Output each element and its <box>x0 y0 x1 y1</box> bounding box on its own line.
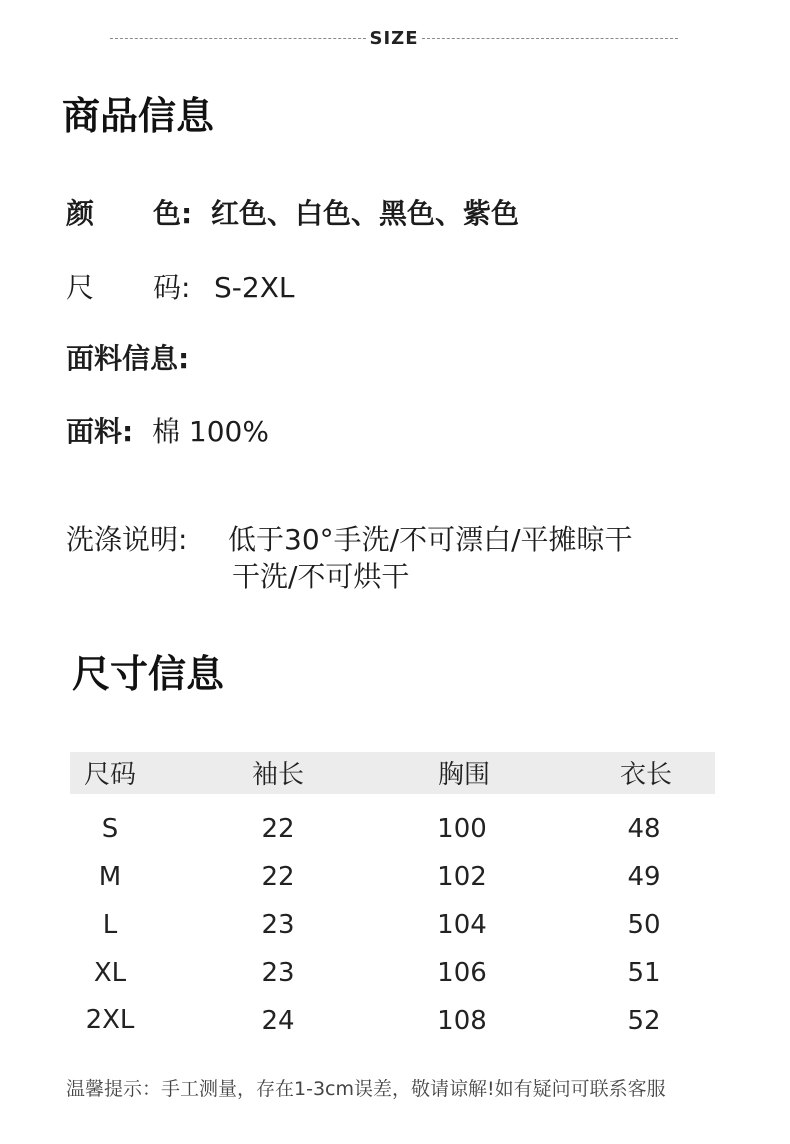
product-info-title: 商品信息 <box>62 94 215 138</box>
table-cell-size: 2XL <box>85 1005 135 1035</box>
color-label-char1: 颜 <box>66 197 95 230</box>
table-cell-size: S <box>101 814 119 844</box>
table-cell-length: 50 <box>627 910 661 940</box>
fabric-value: 棉 100% <box>152 415 269 448</box>
column-header-size: 尺码 <box>83 760 136 790</box>
size-label-char1: 尺 <box>66 271 95 304</box>
table-cell-chest: 104 <box>437 910 487 940</box>
dashed-divider-right <box>422 38 678 39</box>
table-cell-sleeve: 22 <box>261 814 295 844</box>
measurement-disclaimer: 温馨提示：手工测量，存在1-3cm误差，敬请谅解!如有疑问可联系客服 <box>66 1078 666 1100</box>
size-header-label: SIZE <box>369 28 419 49</box>
table-cell-length: 52 <box>627 1006 661 1036</box>
column-header-sleeve-length: 袖长 <box>251 760 304 790</box>
table-cell-sleeve: 23 <box>261 958 295 988</box>
column-header-chest: 胸围 <box>437 760 490 790</box>
table-cell-size: XL <box>93 958 127 988</box>
color-label-char2: 色: <box>153 197 193 230</box>
dashed-divider-left <box>110 38 366 39</box>
wash-instructions-line2: 干洗/不可烘干 <box>232 560 410 593</box>
table-cell-chest: 106 <box>437 958 487 988</box>
column-header-body-length: 衣长 <box>619 760 672 790</box>
table-cell-chest: 102 <box>437 862 487 892</box>
table-cell-length: 51 <box>627 958 661 988</box>
table-cell-sleeve: 23 <box>261 910 295 940</box>
table-cell-sleeve: 22 <box>261 862 295 892</box>
fabric-label: 面料: <box>66 415 134 448</box>
size-header <box>110 26 678 52</box>
wash-instructions-line1: 低于30°手洗/不可漂白/平摊晾干 <box>228 523 633 556</box>
size-label-char2: 码: <box>153 271 191 304</box>
table-cell-sleeve: 24 <box>261 1006 295 1036</box>
table-cell-length: 49 <box>627 862 661 892</box>
size-info-title: 尺寸信息 <box>72 652 225 696</box>
table-cell-size: L <box>102 910 118 940</box>
size-range-value: S-2XL <box>214 271 295 304</box>
color-value: 红色、白色、黑色、紫色 <box>211 197 520 230</box>
table-cell-length: 48 <box>627 814 661 844</box>
wash-label: 洗涤说明: <box>66 523 188 556</box>
table-cell-chest: 108 <box>437 1006 487 1036</box>
table-cell-size: M <box>98 862 122 892</box>
table-cell-chest: 100 <box>437 814 487 844</box>
fabric-heading: 面料信息: <box>66 342 190 375</box>
